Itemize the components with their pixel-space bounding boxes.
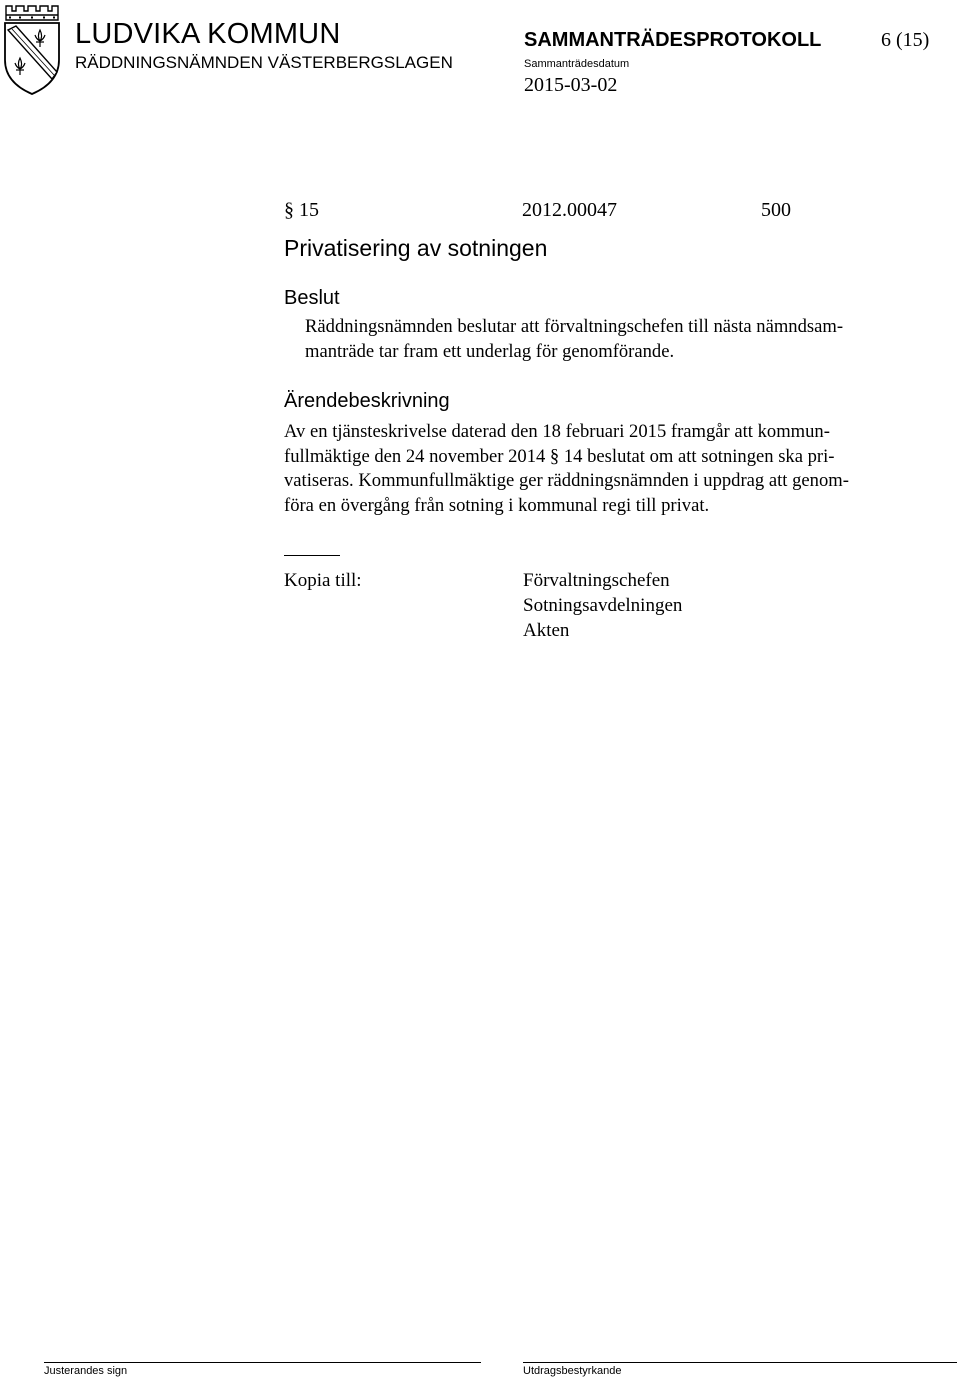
description-line: föra en övergång från sotning i kommunal regi till privat. bbox=[284, 494, 710, 516]
item-title: Privatisering av sotningen bbox=[284, 235, 548, 261]
decision-text bbox=[305, 315, 843, 364]
decision-heading: Beslut bbox=[284, 287, 340, 309]
copy-to-label: Kopia till: bbox=[284, 570, 362, 591]
extract-certification-label: Utdragsbestyrkande bbox=[523, 1365, 622, 1377]
description-heading: Ärendebeskrivning bbox=[284, 390, 450, 412]
description-line: vatiseras. Kommunfullmäktige ger räddningsnämnden i uppdrag att genom- bbox=[284, 470, 849, 492]
meeting-date-label: Sammanträdesdatum bbox=[524, 58, 630, 70]
footer-rule-left bbox=[44, 1362, 481, 1363]
paragraph-number bbox=[284, 198, 319, 222]
case-number: 2012.00047 bbox=[522, 199, 617, 221]
paragraph-symbol: § bbox=[284, 199, 294, 221]
separator-rule bbox=[284, 555, 340, 556]
copy-recipients bbox=[523, 568, 682, 643]
footer-rule-right bbox=[523, 1362, 957, 1363]
copy-recipient: Förvaltningschefen bbox=[523, 570, 670, 591]
decision-line: manträde tar fram ett underlag för genomförande. bbox=[305, 340, 675, 362]
coat-of-arms-icon bbox=[2, 2, 62, 96]
meeting-date: 2015-03-02 bbox=[524, 74, 618, 96]
department-name: RÄDDNINGSNÄMNDEN VÄSTERBERGSLAGEN bbox=[75, 53, 453, 72]
description-text bbox=[284, 420, 849, 518]
paragraph-number-value: 15 bbox=[299, 199, 319, 221]
description-line: Av en tjänsteskrivelse daterad den 18 februari 2015 framgår att kommun- bbox=[284, 421, 830, 442]
organization-name: LUDVIKA KOMMUN bbox=[75, 18, 341, 50]
copy-recipient: Sotningsavdelningen bbox=[523, 595, 683, 616]
copy-recipient: Akten bbox=[523, 620, 570, 641]
decision-line: Räddningsnämnden beslutar att förvaltningschefen till nästa nämndsam- bbox=[305, 316, 844, 337]
adjuster-signature-label: Justerandes sign bbox=[44, 1365, 128, 1377]
case-code: 500 bbox=[761, 199, 791, 221]
page-number: 6 (15) bbox=[881, 29, 930, 51]
description-line: fullmäktige den 24 november 2014 § 14 beslutat om att sotningen ska pri- bbox=[284, 445, 835, 467]
document-type: SAMMANTRÄDESPROTOKOLL bbox=[524, 29, 822, 51]
